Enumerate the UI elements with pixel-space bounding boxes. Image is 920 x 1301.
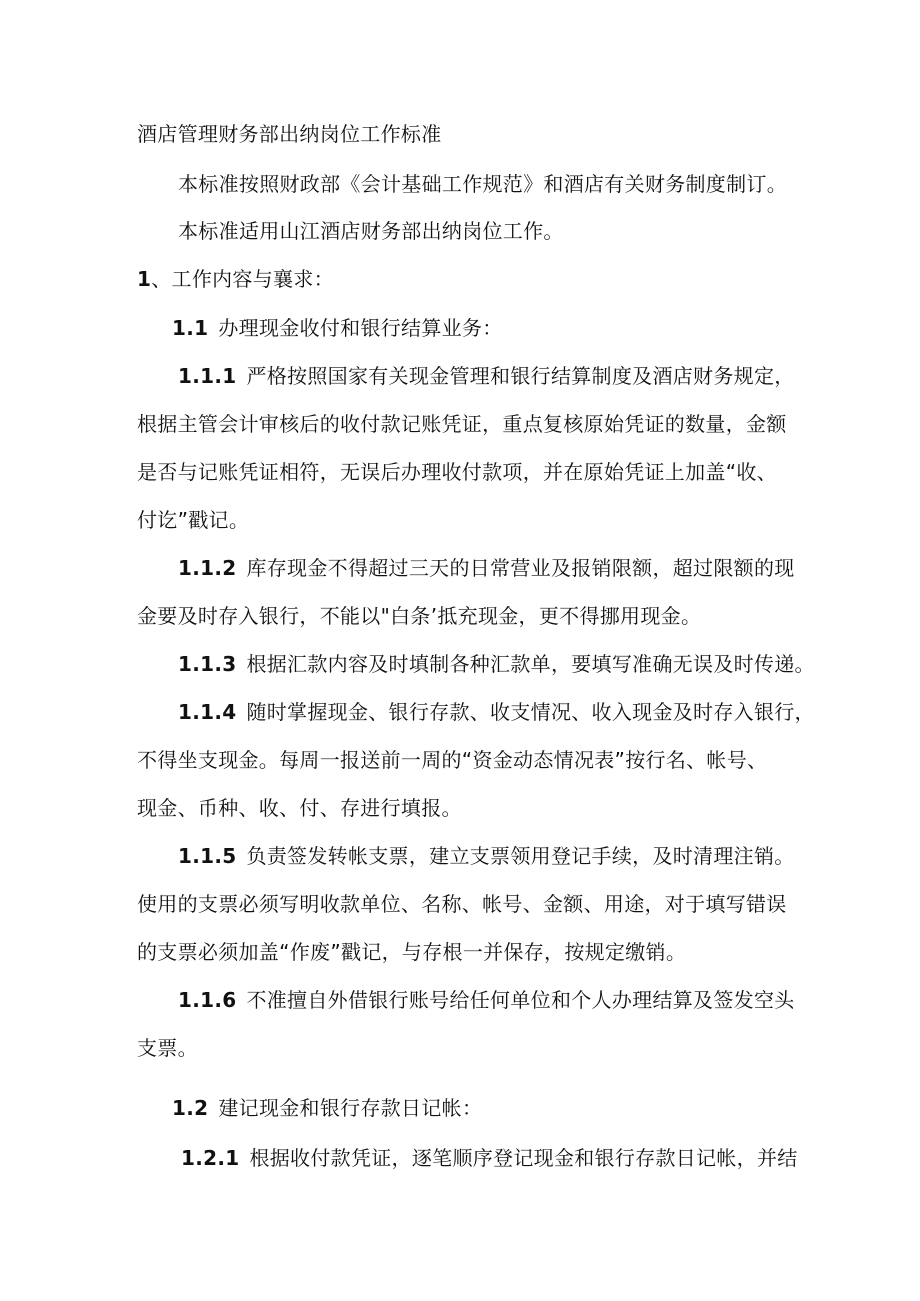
item-1-1-2-text-1: 库存现金不得超过三天的日常营业及报销限额，超过限额的现 bbox=[246, 556, 795, 580]
section-1-2-heading bbox=[172, 1093, 482, 1123]
intro-paragraph-2 bbox=[178, 216, 564, 246]
intro-2-text: 本标准适用山江酒店财务部出纳岗位工作。 bbox=[178, 219, 564, 243]
item-1-1-5-line-2 bbox=[137, 889, 787, 919]
item-1-2-1-number: 1.2.1 bbox=[181, 1146, 240, 1170]
item-1-1-1-line-1 bbox=[178, 361, 795, 391]
section-1-1-number: 1.1 bbox=[172, 316, 209, 340]
section-1-title: 、工作内容与襄求： bbox=[151, 267, 334, 291]
item-1-1-4-line-2 bbox=[137, 745, 767, 775]
section-1-heading bbox=[137, 264, 334, 294]
item-1-1-3-line-1 bbox=[178, 649, 815, 679]
item-1-1-3-number: 1.1.3 bbox=[178, 652, 237, 676]
section-1-1-heading bbox=[172, 313, 503, 343]
item-1-1-5-number: 1.1.5 bbox=[178, 844, 237, 868]
item-1-1-1-line-3 bbox=[137, 457, 777, 487]
item-1-1-6-text-2: 支票。 bbox=[137, 1036, 198, 1060]
item-1-2-1-text-1: 根据收付款凭证，逐笔顺序登记现金和银行存款日记帐，并结 bbox=[249, 1146, 798, 1170]
item-1-2-1-line-1 bbox=[181, 1143, 798, 1173]
title-text: 酒店管理财务部出纳岗位工作标准 bbox=[137, 122, 442, 146]
intro-1-text: 本标准按照财政部《会计基础工作规范》和酒店有关财务制度制订。 bbox=[178, 172, 787, 196]
item-1-1-1-text-4: 付讫”戳记。 bbox=[137, 508, 250, 532]
item-1-1-2-number: 1.1.2 bbox=[178, 556, 237, 580]
item-1-1-2-line-1 bbox=[178, 553, 795, 583]
document-title bbox=[137, 119, 442, 149]
item-1-1-1-text-1: 严格按照国家有关现金管理和银行结算制度及酒店财务规定， bbox=[246, 364, 795, 388]
item-1-1-2-text-2: 金要及时存入银行，不能以"白条’抵充现金，更不得挪用现金。 bbox=[137, 604, 702, 628]
item-1-1-3-text-1: 根据汇款内容及时填制各种汇款单，要填写准确无误及时传递。 bbox=[246, 652, 815, 676]
item-1-1-5-text-2: 使用的支票必须写明收款单位、名称、帐号、金额、用途，对于填写错误 bbox=[137, 892, 787, 916]
item-1-1-4-text-3: 现金、币种、收、付、存进行填报。 bbox=[137, 796, 462, 820]
item-1-1-5-line-1 bbox=[178, 841, 795, 871]
item-1-1-1-number: 1.1.1 bbox=[178, 364, 237, 388]
item-1-1-5-text-3: 的支票必须加盖“作废”戳记，与存根一并保存，按规定缴销。 bbox=[137, 940, 687, 964]
section-1-number: 1 bbox=[137, 267, 152, 291]
item-1-1-4-number: 1.1.4 bbox=[178, 700, 237, 724]
section-1-1-title: 办理现金收付和银行结算业务： bbox=[218, 316, 503, 340]
item-1-1-1-text-2: 根据主管会计审核后的收付款记账凭证，重点复核原始凭证的数量，金额 bbox=[137, 412, 787, 436]
item-1-1-6-number: 1.1.6 bbox=[178, 988, 237, 1012]
item-1-1-4-text-2: 不得坐支现金。每周一报送前一周的“资金动态情况表”按行名、帐号、 bbox=[137, 748, 768, 772]
item-1-1-4-line-1 bbox=[178, 697, 815, 727]
item-1-1-6-line-1 bbox=[178, 985, 795, 1015]
section-1-2-title: 建记现金和银行存款日记帐： bbox=[218, 1096, 483, 1120]
item-1-1-5-text-1: 负责签发转帐支票，建立支票领用登记手续，及时清理注销。 bbox=[246, 844, 795, 868]
item-1-1-1-line-4 bbox=[137, 505, 249, 535]
item-1-1-5-line-3 bbox=[137, 937, 686, 967]
item-1-1-6-text-1: 不准擅自外借银行账号给任何单位和个人办理结算及签发空头 bbox=[246, 988, 795, 1012]
item-1-1-1-line-2 bbox=[137, 409, 787, 439]
item-1-1-1-text-3: 是否与记账凭证相符，无误后办理收付款项，并在原始凭证上加盖“收、 bbox=[137, 460, 777, 484]
item-1-1-4-line-3 bbox=[137, 793, 462, 823]
intro-paragraph-1 bbox=[178, 169, 787, 199]
item-1-1-2-line-2 bbox=[137, 601, 701, 631]
item-1-1-6-line-2 bbox=[137, 1033, 198, 1063]
section-1-2-number: 1.2 bbox=[172, 1096, 209, 1120]
item-1-1-4-text-1: 随时掌握现金、银行存款、收支情况、收入现金及时存入银行， bbox=[246, 700, 815, 724]
